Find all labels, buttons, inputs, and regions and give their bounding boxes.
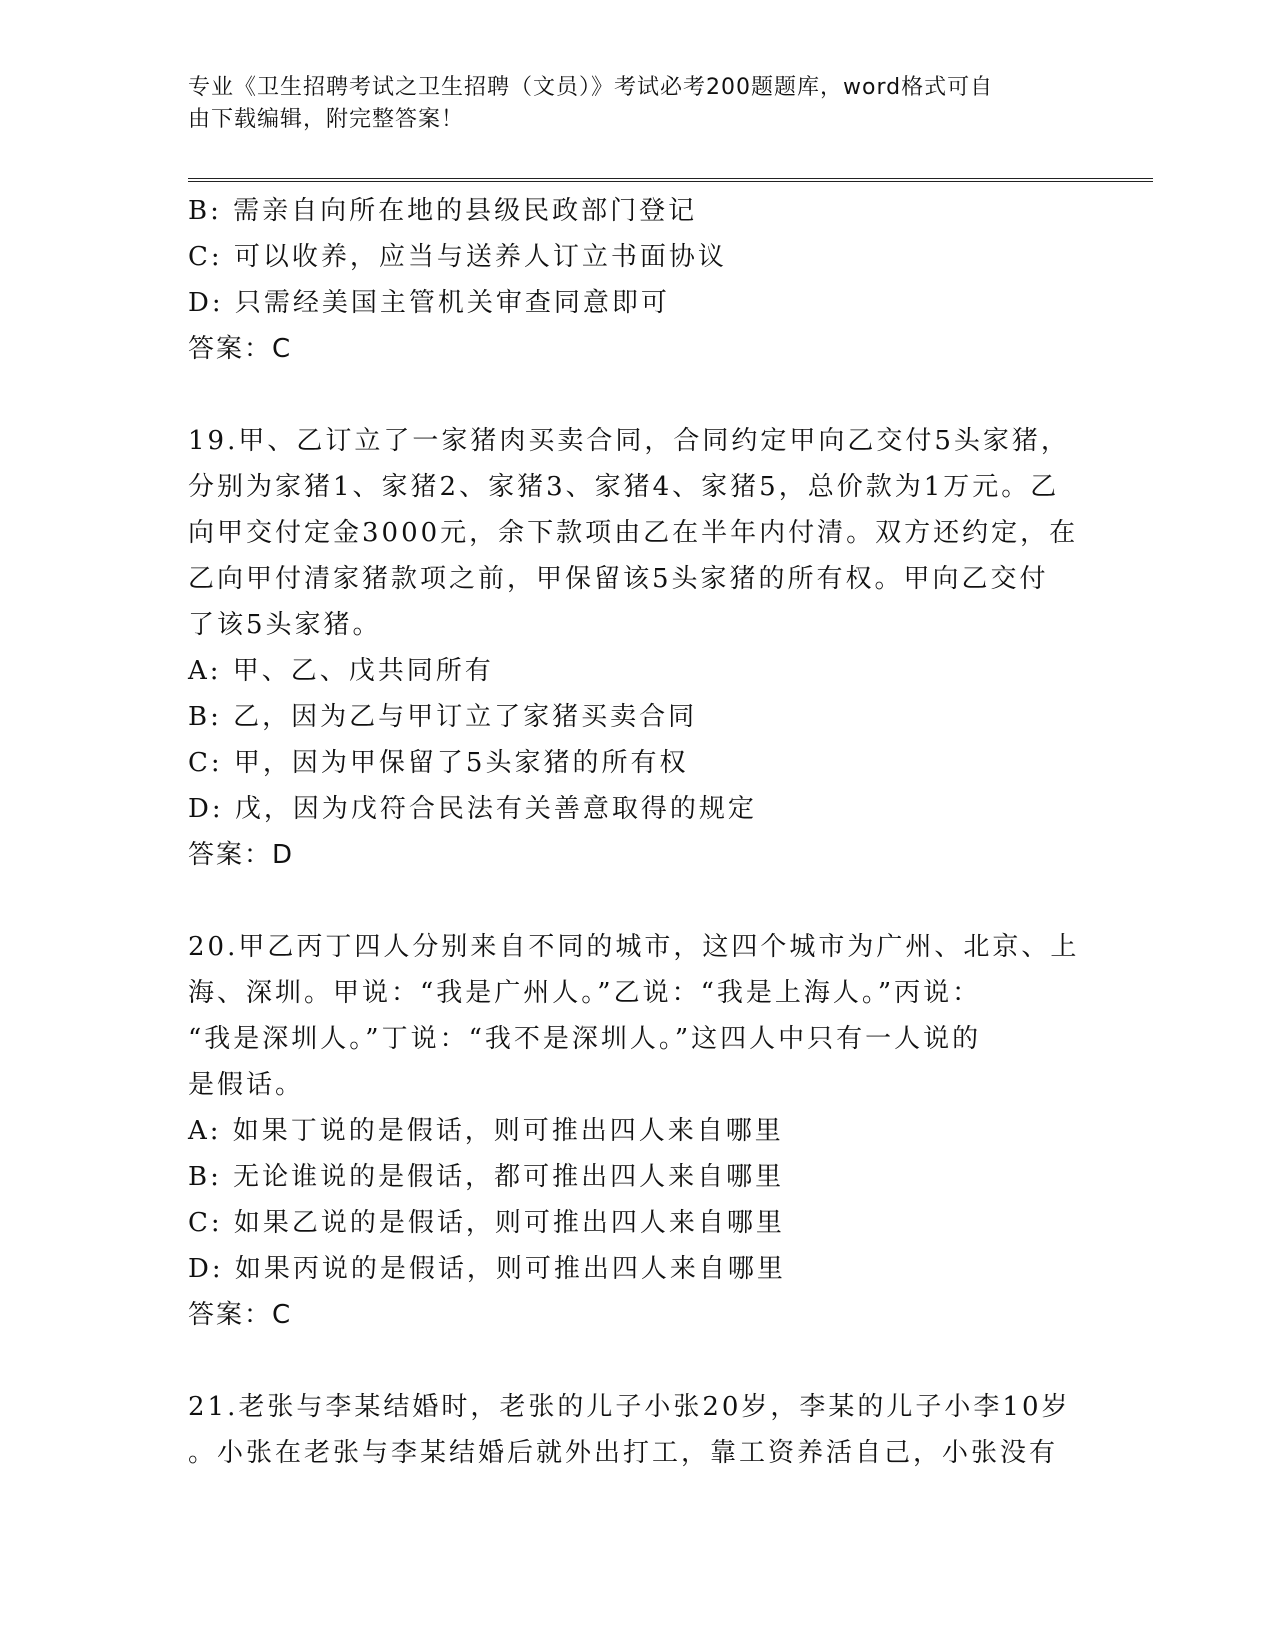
option-c: C: 可以收养，应当与送养人订立书面协议 xyxy=(188,242,727,272)
document-body xyxy=(188,188,1088,1476)
question-stem xyxy=(188,418,1088,648)
answer: 答案：D xyxy=(188,840,295,870)
option-b: B: 无论谁说的是假话，都可推出四人来自哪里 xyxy=(188,1162,785,1192)
answer: 答案：C xyxy=(188,334,293,364)
option-c: C: 如果乙说的是假话，则可推出四人来自哪里 xyxy=(188,1208,785,1238)
header-line-2: 由下载编辑，附完整答案！ xyxy=(188,107,465,132)
option-d: D: 只需经美国主管机关审查同意即可 xyxy=(188,288,670,318)
stem-line: 分别为家猪1、家猪2、家猪3、家猪4、家猪5，总价款为1万元。乙 xyxy=(188,472,1060,502)
stem-line: 。小张在老张与李某结婚后就外出打工，靠工资养活自己，小张没有 xyxy=(188,1438,1059,1468)
answer: 答案：C xyxy=(188,1300,293,1330)
header-divider xyxy=(188,178,1153,182)
stem-line: 21.老张与李某结婚时，老张的儿子小张20岁，李某的儿子小李10岁 xyxy=(188,1392,1071,1422)
header-line-1: 专业《卫生招聘考试之卫生招聘（文员）》考试必考200题题库，word格式可自 xyxy=(188,75,994,100)
question-stem xyxy=(188,924,1088,1108)
stem-line: 海、深圳。甲说：“我是广州人。”乙说：“我是上海人。”丙说： xyxy=(188,978,982,1008)
stem-line: 乙向甲付清家猪款项之前，甲保留该5头家猪的所有权。甲向乙交付 xyxy=(188,564,1049,594)
stem-line: 19.甲、乙订立了一家猪肉买卖合同，合同约定甲向乙交付5头家猪， xyxy=(188,426,1070,456)
question-18-tail xyxy=(188,188,1088,372)
option-d: D: 戊，因为戊符合民法有关善意取得的规定 xyxy=(188,794,757,824)
spacer xyxy=(188,878,1088,924)
question-21 xyxy=(188,1384,1088,1476)
option-a: A: 如果丁说的是假话，则可推出四人来自哪里 xyxy=(188,1116,784,1146)
option-c: C: 甲，因为甲保留了5头家猪的所有权 xyxy=(188,748,689,778)
option-b: B: 乙，因为乙与甲订立了家猪买卖合同 xyxy=(188,702,698,732)
stem-line: 20.甲乙丙丁四人分别来自不同的城市，这四个城市为广州、北京、上 xyxy=(188,932,1080,962)
spacer xyxy=(188,372,1088,418)
stem-line: 了该5头家猪。 xyxy=(188,610,382,640)
stem-line: 是假话。 xyxy=(188,1070,305,1100)
stem-line: 向甲交付定金3000元，余下款项由乙在半年内付清。双方还约定，在 xyxy=(188,518,1079,548)
option-b: B: 需亲自向所在地的县级民政部门登记 xyxy=(188,196,698,226)
option-d: D: 如果丙说的是假话，则可推出四人来自哪里 xyxy=(188,1254,786,1284)
question-20 xyxy=(188,924,1088,1338)
question-stem xyxy=(188,1384,1088,1476)
question-19 xyxy=(188,418,1088,878)
document-header xyxy=(188,72,1068,136)
option-a: A: 甲、乙、戊共同所有 xyxy=(188,656,494,686)
stem-line: “我是深圳人。”丁说：“我不是深圳人。”这四人中只有一人说的 xyxy=(188,1024,982,1054)
spacer xyxy=(188,1338,1088,1384)
